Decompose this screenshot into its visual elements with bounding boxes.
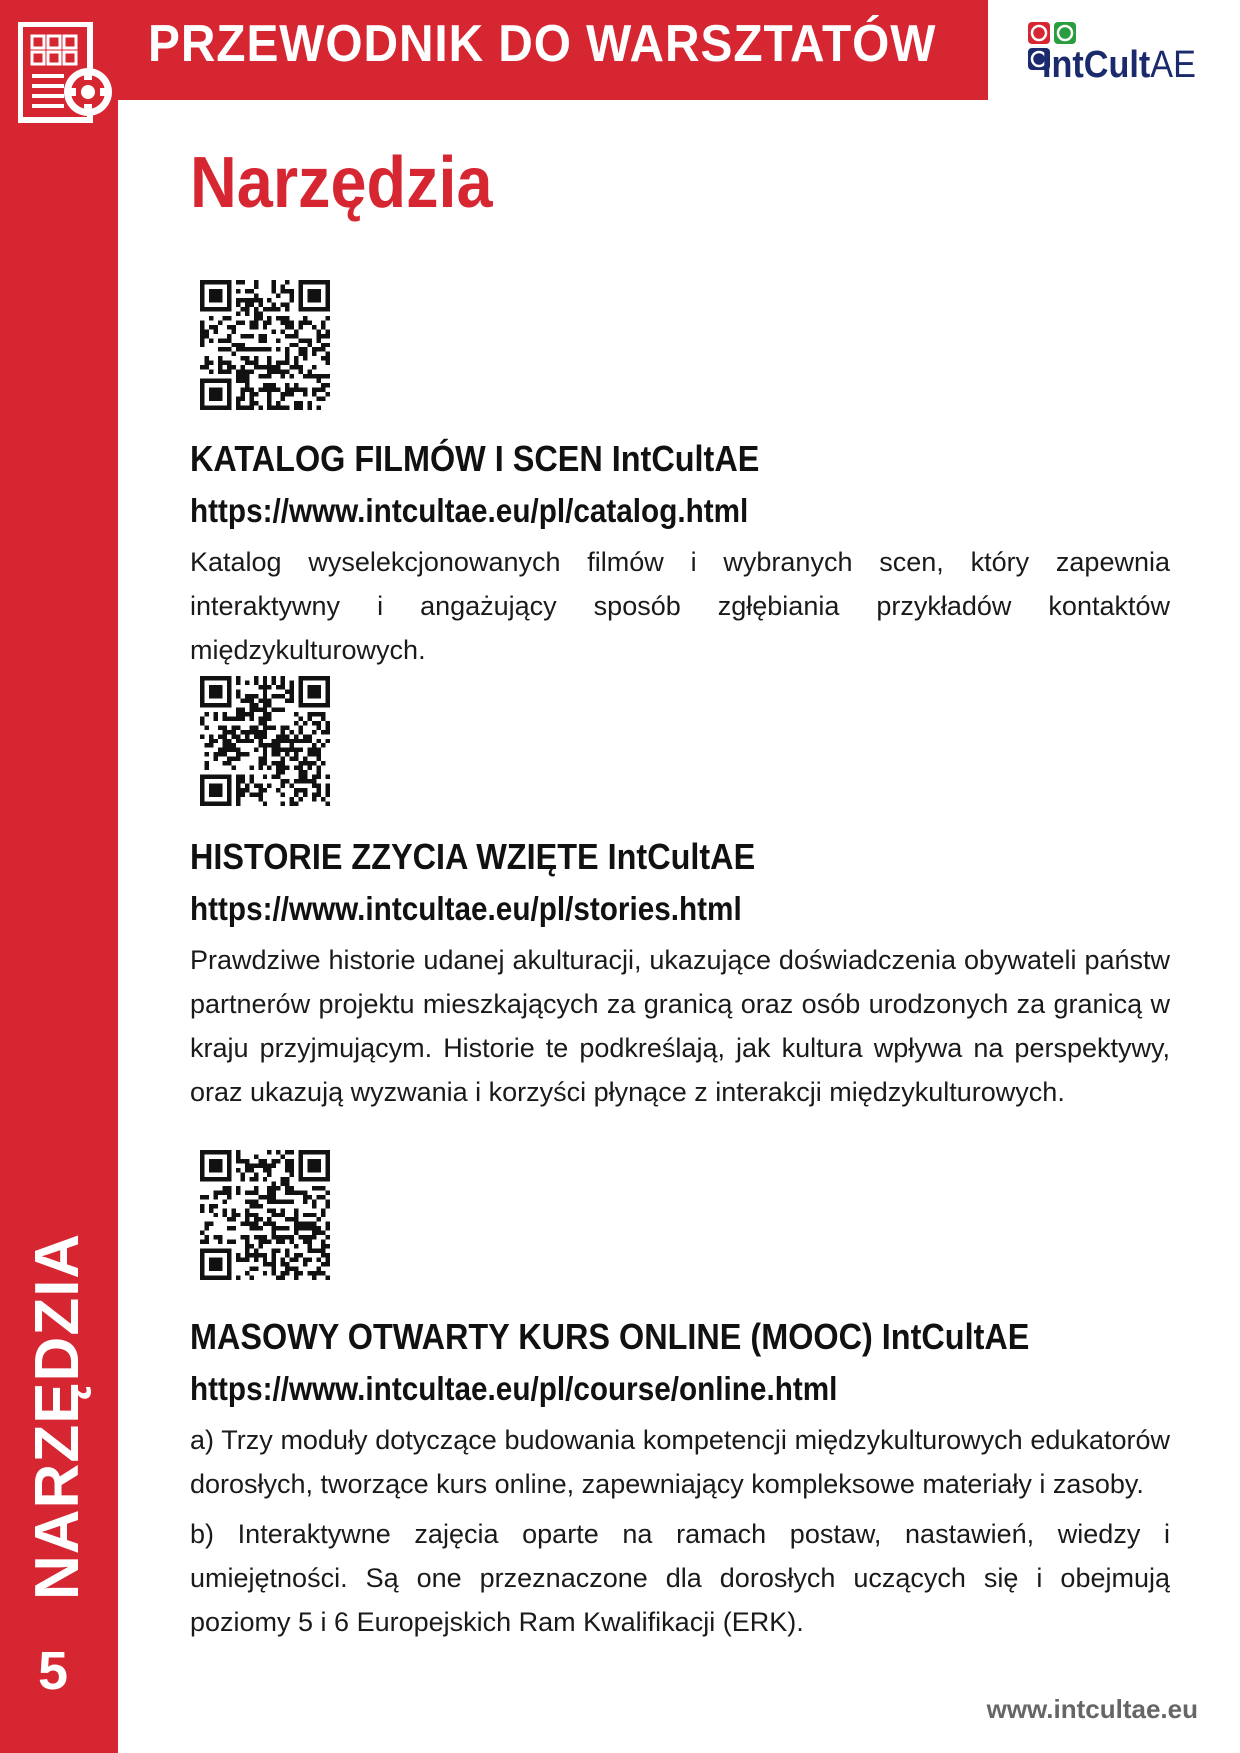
- qr-code-icon: [200, 280, 330, 410]
- workshop-guide-icon: [18, 22, 118, 132]
- section-title: HISTORIE ZZYCIA WZIĘTE IntCultAE: [190, 836, 756, 877]
- page-number: 5: [38, 1641, 69, 1701]
- qr-code-icon: [200, 1150, 330, 1280]
- section-title: MASOWY OTWARTY KURS ONLINE (MOOC) IntCultAE: [190, 1316, 1030, 1357]
- section-description-a: a) Trzy moduły dotyczące budowania kompetencji międzykulturowych edukatorów dorosłych, tworzące kurs online, zapewniający kompleksowe materiały i zasoby.: [190, 1425, 1170, 1499]
- section-link[interactable]: https://www.intcultae.eu/pl/stories.html: [190, 890, 742, 927]
- section-link[interactable]: https://www.intcultae.eu/pl/catalog.html: [190, 492, 749, 529]
- section-description-b: b) Interaktywne zajęcia oparte na ramach postaw, nastawień, wiedzy i umiejętności. Są one przeznaczone dla dorosłych uczących się i obejmują poziomy 5 i 6 Europejskich Ram Kwalifikacji (ERK).: [190, 1519, 1170, 1637]
- header-title: PRZEWODNIK DO WARSZTATÓW: [148, 15, 937, 73]
- sidebar-section-label: NARZĘDZIA: [23, 1232, 92, 1600]
- page-heading: Narzędzia: [190, 143, 493, 223]
- section-title: KATALOG FILMÓW I SCEN IntCultAE: [190, 438, 760, 479]
- qr-code-icon: [200, 676, 330, 806]
- logo-text: IntCultAE: [1042, 44, 1196, 86]
- section-link[interactable]: https://www.intcultae.eu/pl/course/online.html: [190, 1370, 838, 1407]
- section-description: Prawdziwe historie udanej akulturacji, ukazujące doświadczenia obywateli państw partnerów projektu mieszkających za granicą oraz osób urodzonych za granicą w kraju przyjmującym. Historie te podkreślają, jak kultura wpływa na perspektywy, oraz ukazują wyzwania i korzyści płynące z interakcji międzykulturowych.: [190, 945, 1170, 1107]
- section-description: Katalog wyselekcjonowanych filmów i wybranych scen, który zapewnia interaktywny i angażujący sposób zgłębiania przykładów kontaktów międzykulturowych.: [190, 547, 1170, 665]
- footer-website: www.intcultae.eu: [986, 1694, 1198, 1724]
